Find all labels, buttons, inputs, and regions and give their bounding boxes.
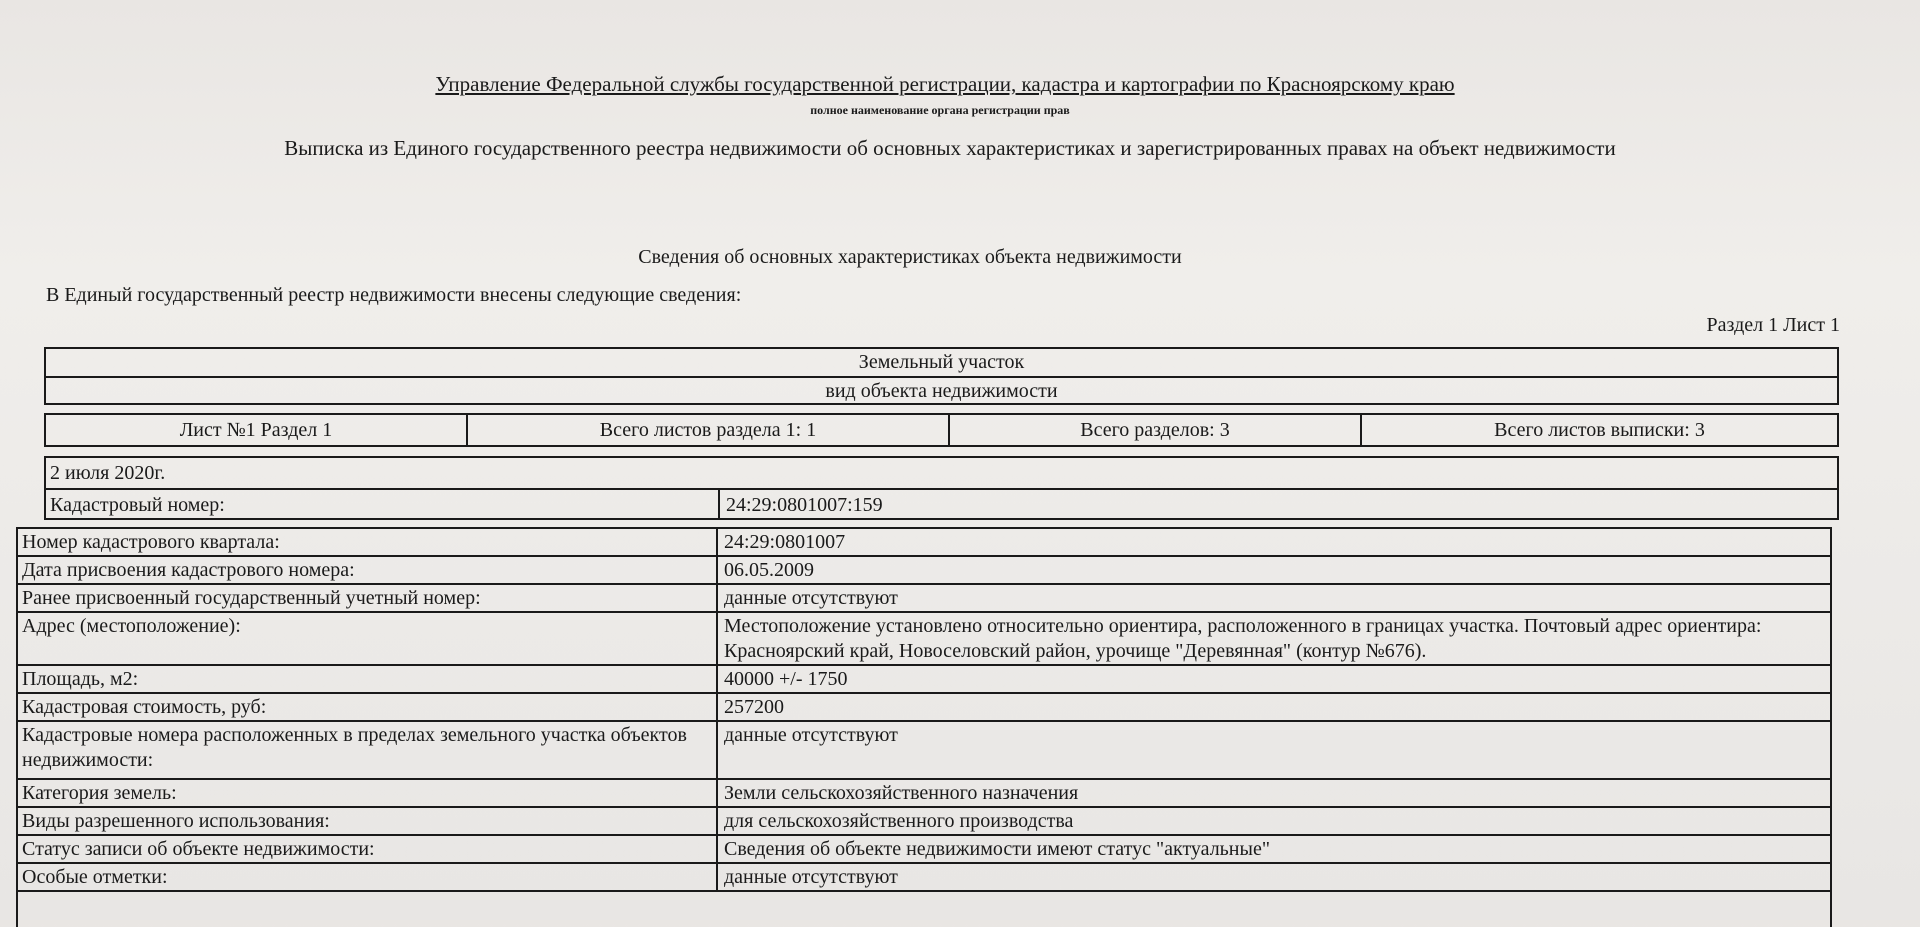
characteristics-table xyxy=(16,527,1832,927)
table-row xyxy=(18,585,1830,613)
row-value: для сельскохозяйственного производства xyxy=(724,810,1074,832)
row-value: 40000 +/- 1750 xyxy=(724,668,848,690)
row-label: Категория земель: xyxy=(18,780,718,806)
cadastral-number-value: 24:29:0801007:159 xyxy=(726,494,883,516)
section-sheets-total: Всего листов раздела 1: 1 xyxy=(468,415,950,445)
table-row xyxy=(18,666,1830,694)
row-label: Статус записи об объекте недвижимости: xyxy=(18,836,718,862)
table-row xyxy=(18,694,1830,722)
row-label: Номер кадастрового квартала: xyxy=(18,529,718,555)
object-kind-caption: вид объекта недвижимости xyxy=(46,376,1837,405)
date-and-cadastral-box xyxy=(44,456,1839,520)
section-heading: Сведения об основных характеристиках объекта недвижимости xyxy=(638,246,1182,268)
row-value: Земли сельскохозяйственного назначения xyxy=(724,782,1079,804)
table-row xyxy=(18,529,1830,557)
object-name: Земельный участок xyxy=(858,351,1025,373)
table-row xyxy=(18,864,1830,892)
row-label: Дата присвоения кадастрового номера: xyxy=(18,557,718,583)
row-label: Виды разрешенного использования: xyxy=(18,808,718,834)
table-row xyxy=(18,808,1830,836)
cadastral-number-label: Кадастровый номер: xyxy=(46,490,720,520)
row-value: данные отсутствуют xyxy=(724,866,898,888)
row-label: Ранее присвоенный государственный учетный номер: xyxy=(18,585,718,611)
table-row xyxy=(18,557,1830,585)
row-label: Кадастровая стоимость, руб: xyxy=(18,694,718,720)
authority-caption: полное наименование органа регистрации прав xyxy=(810,103,1070,117)
sheet-info-row xyxy=(44,413,1839,447)
row-value: данные отсутствуют xyxy=(724,587,898,609)
row-label: Кадастровые номера расположенных в пределах земельного участка объектов недвижимости: xyxy=(18,722,718,778)
row-value: 06.05.2009 xyxy=(724,559,814,581)
section-sheet-ref: Раздел 1 Лист 1 xyxy=(1706,314,1840,336)
table-row xyxy=(18,836,1830,864)
row-value: 257200 xyxy=(724,696,784,718)
row-value: данные отсутствуют xyxy=(724,724,898,746)
table-row xyxy=(18,780,1830,808)
row-label: Площадь, м2: xyxy=(18,666,718,692)
sheet-number: Лист №1 Раздел 1 xyxy=(46,415,468,445)
sections-total: Всего разделов: 3 xyxy=(950,415,1362,445)
table-row xyxy=(18,722,1830,780)
row-value: Местоположение установлено относительно ориентира, расположенного в границах участка. Почтовый адрес ориентира: Красноярский край, Новоселовский район, урочище "Деревянная" (контур №676). xyxy=(724,615,1762,662)
row-value: 24:29:0801007 xyxy=(724,531,846,553)
row-label: Особые отметки: xyxy=(18,864,718,890)
table-row xyxy=(18,613,1830,666)
extract-sheets-total: Всего листов выписки: 3 xyxy=(1494,419,1705,441)
row-label: Адрес (местоположение): xyxy=(18,613,718,664)
row-value: Сведения об объекте недвижимости имеют статус "актуальные" xyxy=(724,838,1270,860)
registration-authority: Управление Федеральной службы государственной регистрации, кадастра и картографии по Красноярскому краю xyxy=(435,72,1455,96)
extract-date: 2 июля 2020г. xyxy=(50,462,166,484)
object-type-box xyxy=(44,347,1839,405)
cadastral-number-row xyxy=(46,488,1837,520)
extract-title: Выписка из Единого государственного реестра недвижимости об основных характеристиках и зарегистрированных правах на объект недвижимости xyxy=(284,136,1616,160)
intro-text: В Единый государственный реестр недвижимости внесены следующие сведения: xyxy=(46,284,742,306)
